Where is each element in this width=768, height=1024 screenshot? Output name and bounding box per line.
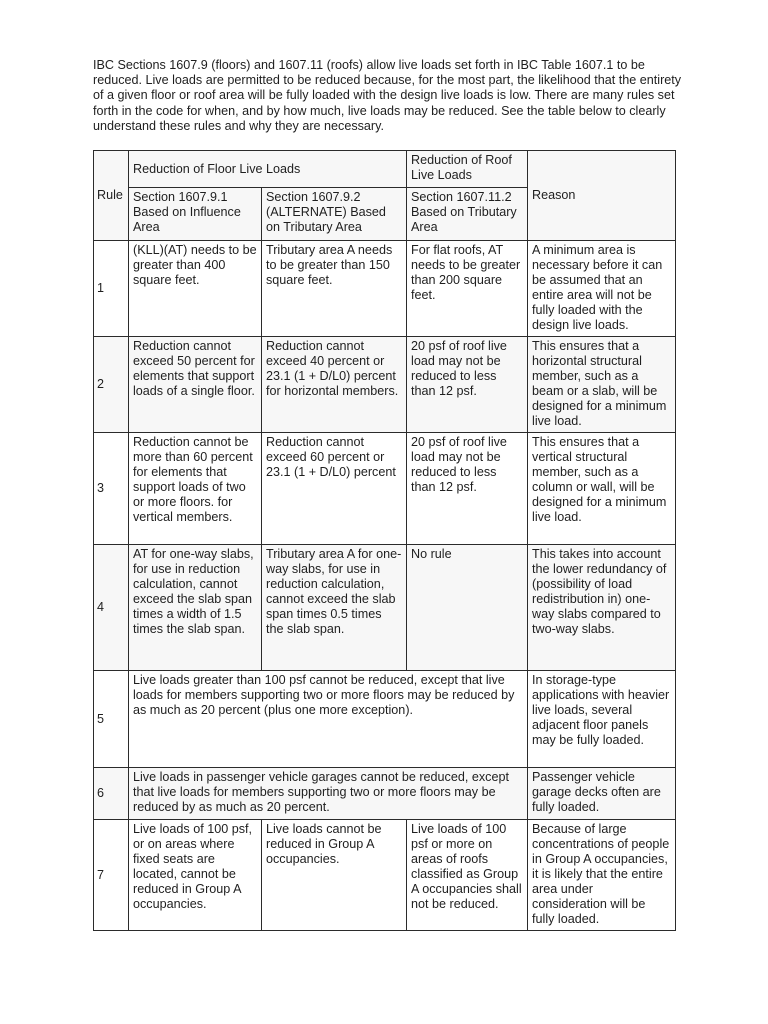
- table-cell: AT for one-way slabs, for use in reduction calculation, cannot exceed the slab span times a width of 1.5 times the slab span.: [129, 545, 262, 671]
- table-row: [94, 820, 676, 931]
- reason-cell: Passenger vehicle garage decks often are fully loaded.: [528, 768, 676, 820]
- live-load-reduction-table: [93, 150, 676, 931]
- reason-cell: A minimum area is necessary before it can be assumed that an entire area will not be fully loaded with the design live loads.: [528, 241, 676, 337]
- header-row-1: [94, 151, 676, 188]
- reason-header: Reason: [528, 151, 676, 241]
- table-row: [94, 768, 676, 820]
- reason-cell: Because of large concentrations of people in Group A occupancies, it is likely that the entire area under consideration will be fully loaded.: [528, 820, 676, 931]
- table-cell: Live loads of 100 psf, or on areas where fixed seats are located, cannot be reduced in Group A occupancies.: [129, 820, 262, 931]
- table-row: [94, 433, 676, 545]
- merged-cell: Live loads in passenger vehicle garages cannot be reduced, except that live loads for members supporting two or more floors may be reduced by as much as 20 percent.: [129, 768, 528, 820]
- rule-number: 3: [94, 433, 129, 545]
- table-cell: Tributary area A for one-way slabs, for use in reduction calculation, cannot exceed the slab span times 0.5 times the slab span.: [262, 545, 407, 671]
- table-cell: Reduction cannot exceed 60 percent or 23.1 (1 + D/L0) percent: [262, 433, 407, 545]
- table-cell: (KLL)(AT) needs to be greater than 400 square feet.: [129, 241, 262, 337]
- table-row: [94, 545, 676, 671]
- table-cell: For flat roofs, AT needs to be greater than 200 square feet.: [407, 241, 528, 337]
- table-cell: 20 psf of roof live load may not be reduced to less than 12 psf.: [407, 433, 528, 545]
- reason-cell: This ensures that a vertical structural member, such as a column or wall, will be designed for a minimum live load.: [528, 433, 676, 545]
- table-cell: Live loads of 100 psf or more on areas of roofs classified as Group A occupancies shall not be reduced.: [407, 820, 528, 931]
- table-cell: Reduction cannot be more than 60 percent for elements that support loads of two or more floors. for vertical members.: [129, 433, 262, 545]
- rule-header: Rule: [94, 151, 129, 241]
- roof-loads-header: Reduction of Roof Live Loads: [407, 151, 528, 188]
- rule-number: 6: [94, 768, 129, 820]
- table-cell: Reduction cannot exceed 40 percent or 23.1 (1 + D/L0) percent for horizontal members.: [262, 337, 407, 433]
- table-row: [94, 337, 676, 433]
- table-row: [94, 241, 676, 337]
- reason-cell: In storage-type applications with heavier live loads, several adjacent floor panels may be fully loaded.: [528, 671, 676, 768]
- alternate-tributary-header: Section 1607.9.2 (ALTERNATE) Based on Tributary Area: [262, 188, 407, 241]
- merged-cell: Live loads greater than 100 psf cannot be reduced, except that live loads for members supporting two or more floors may be reduced by as much as 20 percent (plus one more exception).: [129, 671, 528, 768]
- table-cell: No rule: [407, 545, 528, 671]
- reason-cell: This ensures that a horizontal structural member, such as a beam or a slab, will be designed for a minimum live load.: [528, 337, 676, 433]
- table-cell: Tributary area A needs to be greater than 150 square feet.: [262, 241, 407, 337]
- intro-paragraph: IBC Sections 1607.9 (floors) and 1607.11 (roofs) allow live loads set forth in IBC Table 1607.1 to be reduced. Live loads are permitted to be reduced because, for the most part, the likelihood that the entirety of a given floor or roof area will be fully loaded with the design live loads is low. There are many rules set forth in the code for when, and by how much, live loads may be reduced. See the table below to clearly understand these rules and why they are necessary.: [93, 58, 682, 133]
- table-cell: 20 psf of roof live load may not be reduced to less than 12 psf.: [407, 337, 528, 433]
- rule-number: 5: [94, 671, 129, 768]
- rule-number: 1: [94, 241, 129, 337]
- table-row: [94, 671, 676, 768]
- rule-number: 4: [94, 545, 129, 671]
- floor-loads-header: Reduction of Floor Live Loads: [129, 151, 407, 188]
- roof-tributary-header: Section 1607.11.2 Based on Tributary Area: [407, 188, 528, 241]
- table-cell: Reduction cannot exceed 50 percent for elements that support loads of a single floor.: [129, 337, 262, 433]
- influence-area-header: Section 1607.9.1 Based on Influence Area: [129, 188, 262, 241]
- reason-cell: This takes into account the lower redundancy of (possibility of load redistribution in) one-way slabs compared to two-way slabs.: [528, 545, 676, 671]
- table-cell: Live loads cannot be reduced in Group A occupancies.: [262, 820, 407, 931]
- rule-number: 7: [94, 820, 129, 931]
- rule-number: 2: [94, 337, 129, 433]
